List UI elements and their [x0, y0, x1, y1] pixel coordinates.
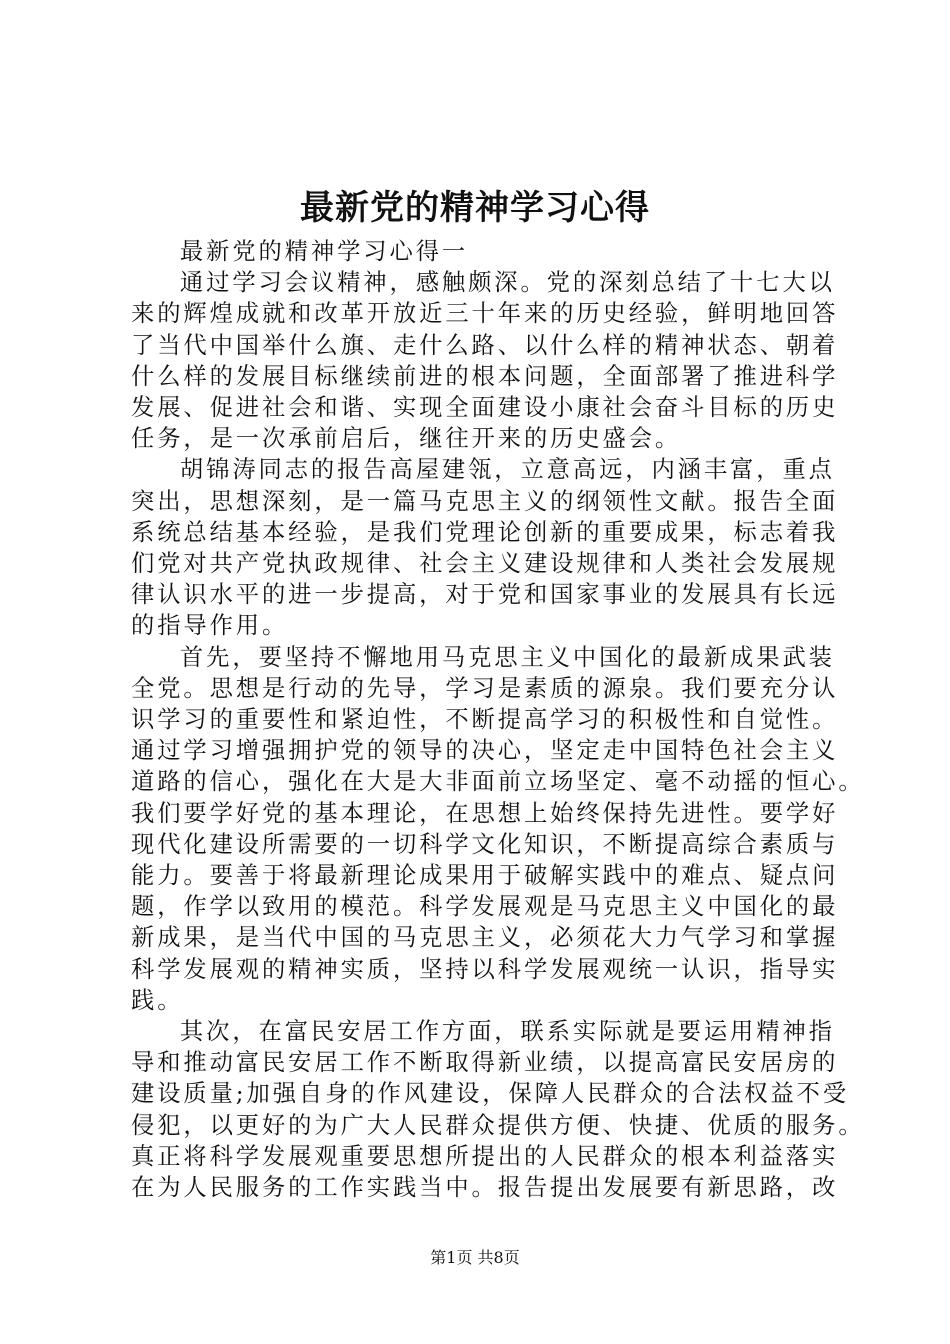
text-line: 们党对共产党执政规律、社会主义建设规律和人类社会发展规 [131, 550, 839, 578]
text-line: 识学习的重要性和紧迫性，不断提高学习的积极性和自觉性。 [131, 706, 839, 734]
text-line: 新成果，是当代中国的马克思主义，必须花大力气学习和掌握 [131, 924, 839, 952]
text-line: 在为人民服务的工作实践当中。报告提出发展要有新思路，改 [131, 1174, 839, 1202]
text-line: 胡锦涛同志的报告高屋建瓴，立意高远，内涵丰富，重点 [179, 456, 835, 484]
text-line: 建设质量;加强自身的作风建设，保障人民群众的合法权益不受 [131, 1080, 850, 1108]
text-line: 题，作学以致用的模范。科学发展观是马克思主义中国化的最 [131, 893, 839, 921]
text-line: 最新党的精神学习心得一 [179, 238, 469, 265]
text-line: 全党。思想是行动的先导，学习是素质的源泉。我们要充分认 [131, 674, 839, 702]
text-line: 侵犯，以更好的为广大人民群众提供方便、快捷、优质的服务。 [131, 1111, 865, 1139]
paragraph [131, 267, 839, 454]
text-line: 通过学习会议精神，感触颇深。党的深刻总结了十七大以 [179, 269, 835, 297]
text-line: 现代化建设所需要的一切科学文化知识，不断提高综合素质与 [131, 830, 839, 858]
text-line: 律认识水平的进一步提高，对于党和国家事业的发展具有长远 [131, 581, 839, 609]
document-title: 最新党的精神学习心得 [300, 188, 650, 228]
text-line: 我们要学好党的基本理论，在思想上始终保持先进性。要学好 [131, 799, 839, 827]
text-line: 了当代中国举什么旗、走什么路、以什么样的精神状态、朝着 [131, 331, 839, 359]
text-line: 能力。要善于将最新理论成果用于破解实践中的难点、疑点问 [131, 862, 839, 890]
paragraph-heading [131, 236, 831, 267]
page-footer: 第1页 共8页 [430, 1248, 520, 1267]
text-line: 任务，是一次承前启后，继往开来的历史盛会。 [131, 425, 682, 453]
text-line: 突出，思想深刻，是一篇马克思主义的纲领性文献。报告全面 [131, 487, 839, 515]
text-line: 发展、促进社会和谐、实现全面建设小康社会奋斗目标的历史 [131, 394, 839, 422]
paragraph [131, 1016, 865, 1203]
document-body [131, 236, 865, 1203]
text-line: 首先，要坚持不懈地用马克思主义中国化的最新成果武装 [179, 643, 835, 671]
text-line: 真正将科学发展观重要思想所提出的人民群众的根本利益落实 [131, 1142, 839, 1170]
paragraph [131, 454, 839, 641]
text-line: 什么样的发展目标继续前进的根本问题，全面部署了推进科学 [131, 362, 839, 390]
text-line: 道路的信心，强化在大是大非面前立场坚定、毫不动摇的恒心。 [131, 768, 865, 796]
text-line: 的指导作用。 [131, 612, 289, 640]
text-line: 科学发展观的精神实质，坚持以科学发展观统一认识，指导实 [131, 955, 839, 983]
text-line: 来的辉煌成就和改革开放近三十年来的历史经验，鲜明地回答 [131, 300, 839, 328]
paragraph [131, 642, 865, 1016]
text-line: 其次，在富民安居工作方面，联系实际就是要运用精神指 [179, 1018, 835, 1046]
text-line: 践。 [131, 986, 184, 1014]
text-line: 通过学习增强拥护党的领导的决心，坚定走中国特色社会主义 [131, 737, 839, 765]
text-line: 导和推动富民安居工作不断取得新业绩，以提高富民安居房的 [131, 1049, 839, 1077]
text-line: 系统总结基本经验，是我们党理论创新的重要成果，标志着我 [131, 518, 839, 546]
